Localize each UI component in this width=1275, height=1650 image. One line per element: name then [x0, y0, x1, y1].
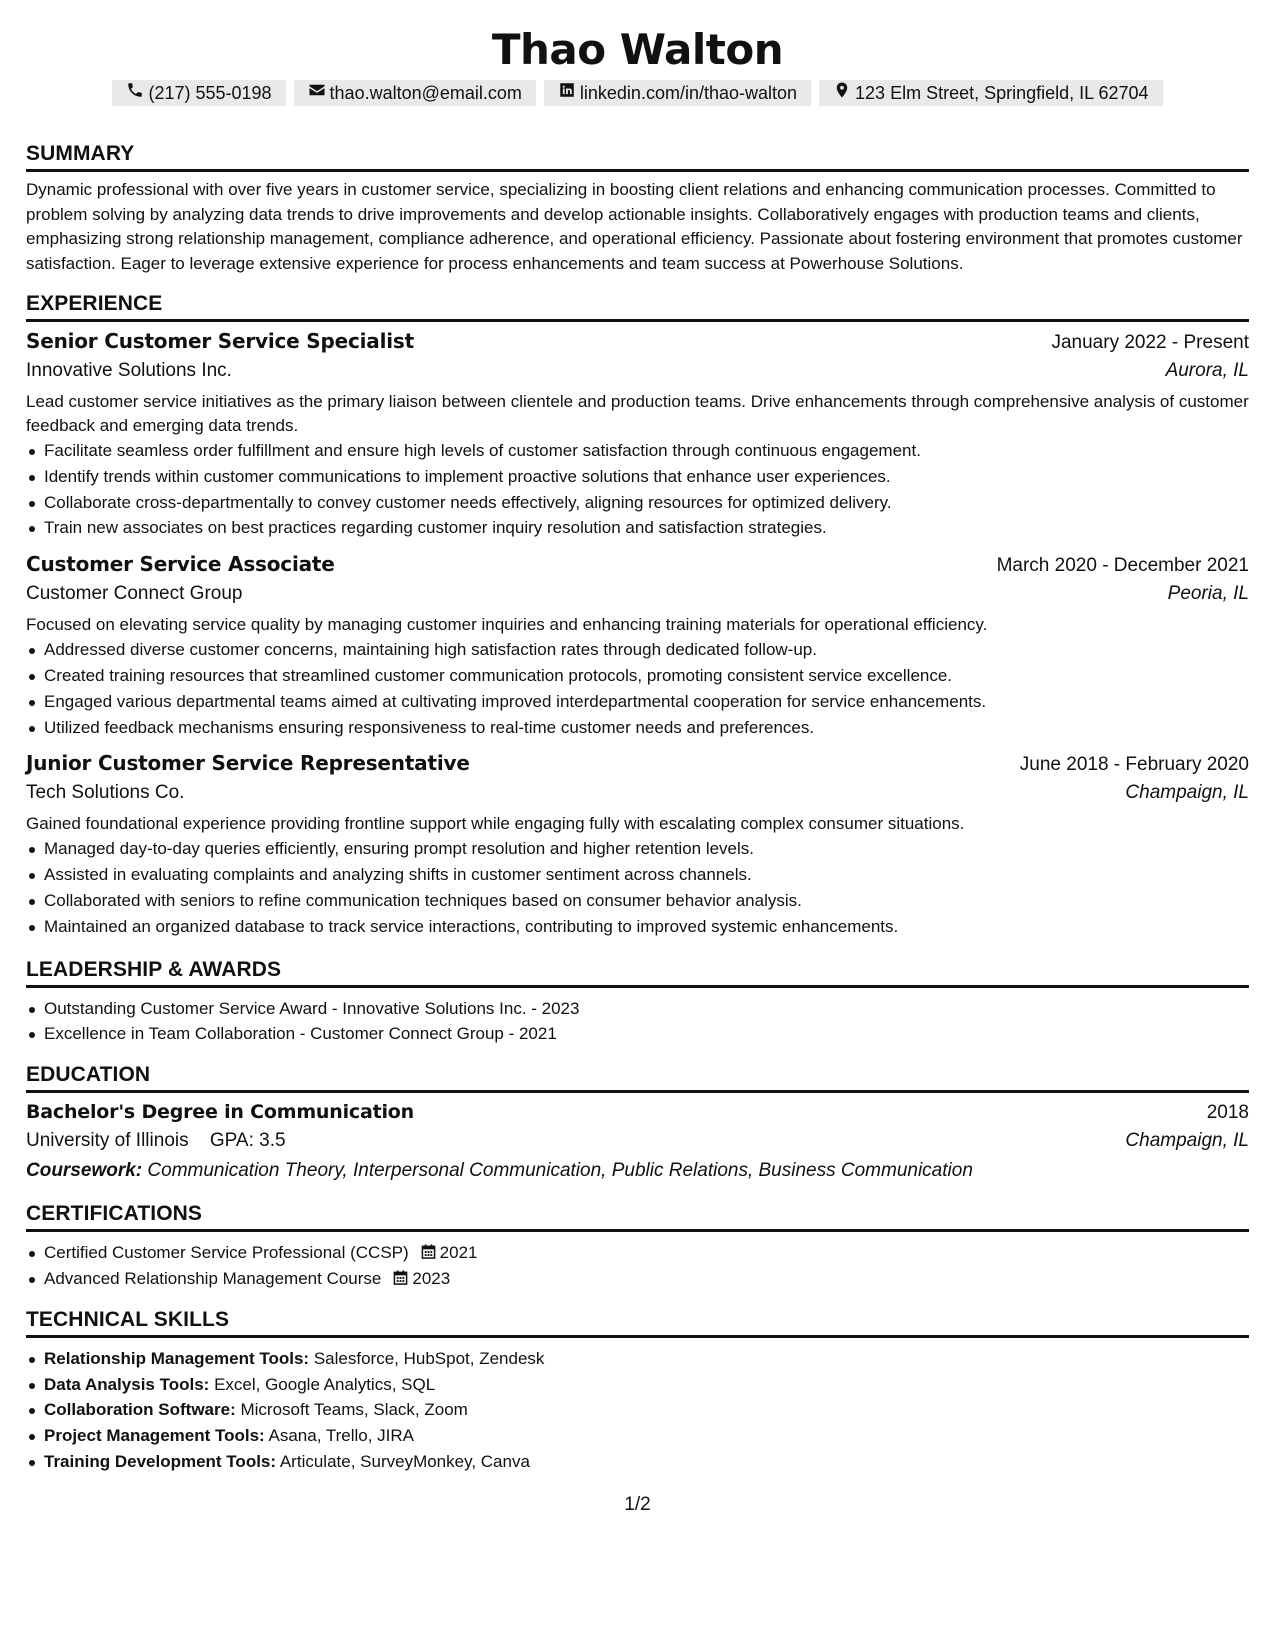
- list-item: Train new associates on best practices regarding customer inquiry resolution and satisfaction strategies.: [26, 515, 1249, 541]
- map-pin-icon: [833, 80, 851, 106]
- list-item: Addressed diverse customer concerns, maintaining high satisfaction rates through dedicated follow-up.: [26, 637, 1249, 663]
- awards-list: [26, 996, 1249, 1048]
- education-degree: Bachelor's Degree in Communication: [26, 1101, 414, 1124]
- job-bullets: [26, 438, 1249, 541]
- job-description: Gained foundational experience providing frontline support while engaging fully with escalating complex consumer situations.: [26, 814, 965, 834]
- job-description: Lead customer service initiatives as the primary liaison between clientele and production teams. Drive enhancements through comprehensive analysis of customer feedback and emerging data trends.: [26, 392, 1249, 435]
- job-description: Focused on elevating service quality by managing customer inquiries and enhancing training materials for operational efficiency.: [26, 615, 988, 635]
- section-title: EDUCATION: [26, 1063, 1249, 1093]
- job-location: Champaign, IL: [1125, 782, 1249, 804]
- list-item: [26, 1449, 1249, 1475]
- candidate-name: Thao Walton: [491, 25, 784, 74]
- list-item: Facilitate seamless order fulfillment and ensure high levels of customer satisfaction through continuous engagement.: [26, 438, 1249, 464]
- job-title: Customer Service Associate: [26, 552, 335, 577]
- contact-address-text: 123 Elm Street, Springfield, IL 62704: [855, 83, 1149, 103]
- calendar-icon: [393, 1267, 408, 1282]
- list-item: Maintained an organized database to track service interactions, contributing to improved systemic enhancements.: [26, 914, 1249, 940]
- education-year: 2018: [1206, 1102, 1249, 1124]
- coursework-list: Communication Theory, Interpersonal Communication, Public Relations, Business Communication: [147, 1160, 973, 1182]
- skills-section: [26, 1308, 1249, 1475]
- skill-value: Asana, Trello, JIRA: [268, 1426, 415, 1446]
- job-entry: [26, 552, 1249, 740]
- list-item: Collaborate cross-departmentally to convey customer needs effectively, aligning resources for optimized delivery.: [26, 490, 1249, 516]
- contact-email[interactable]: [294, 80, 536, 106]
- job-company: Tech Solutions Co.: [26, 782, 185, 804]
- section-title: LEADERSHIP & AWARDS: [26, 958, 1249, 988]
- job-bullets: [26, 836, 1249, 939]
- job-entry: [26, 751, 1249, 939]
- education-gpa: GPA: 3.5: [209, 1130, 286, 1152]
- experience-section: [26, 292, 1249, 940]
- list-item: [26, 1346, 1249, 1372]
- list-item: [26, 1423, 1249, 1449]
- education-location: Champaign, IL: [1125, 1130, 1249, 1152]
- contact-linkedin-text: linkedin.com/in/thao-walton: [579, 83, 798, 103]
- education-coursework: [26, 1160, 1249, 1182]
- list-item: Collaborated with seniors to refine communication techniques based on consumer behavior analysis.: [26, 888, 1249, 914]
- skill-value: Excel, Google Analytics, SQL: [214, 1374, 436, 1394]
- list-item: [26, 1372, 1249, 1398]
- contact-email-text: thao.walton@email.com: [329, 83, 522, 103]
- skills-list: [26, 1346, 1249, 1475]
- leadership-section: [26, 958, 1249, 1048]
- skill-label: Project Management Tools:: [44, 1426, 265, 1446]
- skill-label: Collaboration Software:: [44, 1400, 236, 1420]
- job-title: Senior Customer Service Specialist: [26, 329, 414, 353]
- certification-year: 2023: [412, 1268, 451, 1288]
- list-item: Engaged various departmental teams aimed at cultivating improved interdepartmental cooperation for service enhancements.: [26, 689, 1249, 715]
- contact-phone-text: (217) 555-0198: [148, 83, 272, 103]
- certifications-section: [26, 1202, 1249, 1292]
- certifications-list: [26, 1240, 1249, 1292]
- resume-page: [26, 0, 1249, 1475]
- job-dates: June 2018 - February 2020: [1019, 754, 1249, 776]
- contact-bar: [26, 80, 1249, 106]
- section-title: EXPERIENCE: [26, 292, 1249, 322]
- contact-phone[interactable]: [112, 80, 285, 106]
- coursework-label: Coursework:: [26, 1160, 143, 1182]
- job-dates: January 2022 - Present: [1051, 332, 1249, 353]
- certification-year: 2021: [439, 1243, 478, 1263]
- list-item: Assisted in evaluating complaints and analyzing shifts in customer sentiment across channels.: [26, 862, 1249, 888]
- skill-value: Articulate, SurveyMonkey, Canva: [279, 1451, 530, 1471]
- skill-label: Relationship Management Tools:: [44, 1348, 310, 1368]
- phone-icon: [126, 80, 144, 106]
- job-dates: March 2020 - December 2021: [996, 555, 1249, 577]
- certification-name: Certified Customer Service Professional (CCSP): [44, 1243, 409, 1263]
- skill-value: Salesforce, HubSpot, Zendesk: [313, 1348, 545, 1368]
- skill-label: Training Development Tools:: [44, 1451, 277, 1471]
- job-location: Peoria, IL: [1167, 583, 1249, 605]
- section-title: CERTIFICATIONS: [26, 1202, 1249, 1232]
- job-title: Junior Customer Service Representative: [26, 751, 470, 776]
- contact-linkedin[interactable]: [544, 80, 811, 106]
- certification-name: Advanced Relationship Management Course: [44, 1268, 382, 1288]
- section-title: SUMMARY: [26, 142, 1249, 172]
- envelope-icon: [308, 80, 326, 106]
- skill-value: Microsoft Teams, Slack, Zoom: [240, 1400, 468, 1420]
- summary-section: [26, 142, 1249, 276]
- list-item: Managed day-to-day queries efficiently, ensuring prompt resolution and higher retention levels.: [26, 836, 1249, 862]
- job-company: Customer Connect Group: [26, 583, 243, 605]
- summary-text: Dynamic professional with over five years in customer service, specializing in boosting client relations and enhancing communication processes. Committed to problem solving by analyzing data trends to drive improvements and develop actionable insights. Collaboratively engages with production teams and clients, emphasizing strong relationship management, compliance adherence, and operational efficiency. Passionate about fostering environment that promotes customer satisfaction. Eager to leverage extensive experience for process enhancements and team success at Powerhouse Solutions.: [26, 180, 1243, 273]
- section-title: TECHNICAL SKILLS: [26, 1308, 1249, 1338]
- list-item: [26, 1397, 1249, 1423]
- linkedin-icon: [558, 80, 576, 106]
- list-item: Identify trends within customer communications to implement proactive solutions that enhance user experiences.: [26, 464, 1249, 490]
- job-location: Aurora, IL: [1165, 360, 1249, 381]
- list-item: Created training resources that streamlined customer communication protocols, promoting consistent service excellence.: [26, 663, 1249, 689]
- contact-address: [819, 80, 1163, 106]
- skill-label: Data Analysis Tools:: [44, 1374, 210, 1394]
- list-item: Utilized feedback mechanisms ensuring responsiveness to real-time customer needs and preferences.: [26, 715, 1249, 741]
- education-section: [26, 1063, 1249, 1182]
- list-item: [26, 1240, 1249, 1266]
- page-number: 1/2: [624, 1494, 651, 1515]
- education-school: University of Illinois: [26, 1130, 189, 1152]
- list-item: [26, 1266, 1249, 1292]
- job-bullets: [26, 637, 1249, 740]
- calendar-icon: [421, 1241, 436, 1256]
- job-company: Innovative Solutions Inc.: [26, 360, 232, 381]
- job-entry: [26, 329, 1249, 541]
- list-item: Outstanding Customer Service Award - Innovative Solutions Inc. - 2023: [26, 996, 1249, 1022]
- list-item: Excellence in Team Collaboration - Customer Connect Group - 2021: [26, 1021, 1249, 1047]
